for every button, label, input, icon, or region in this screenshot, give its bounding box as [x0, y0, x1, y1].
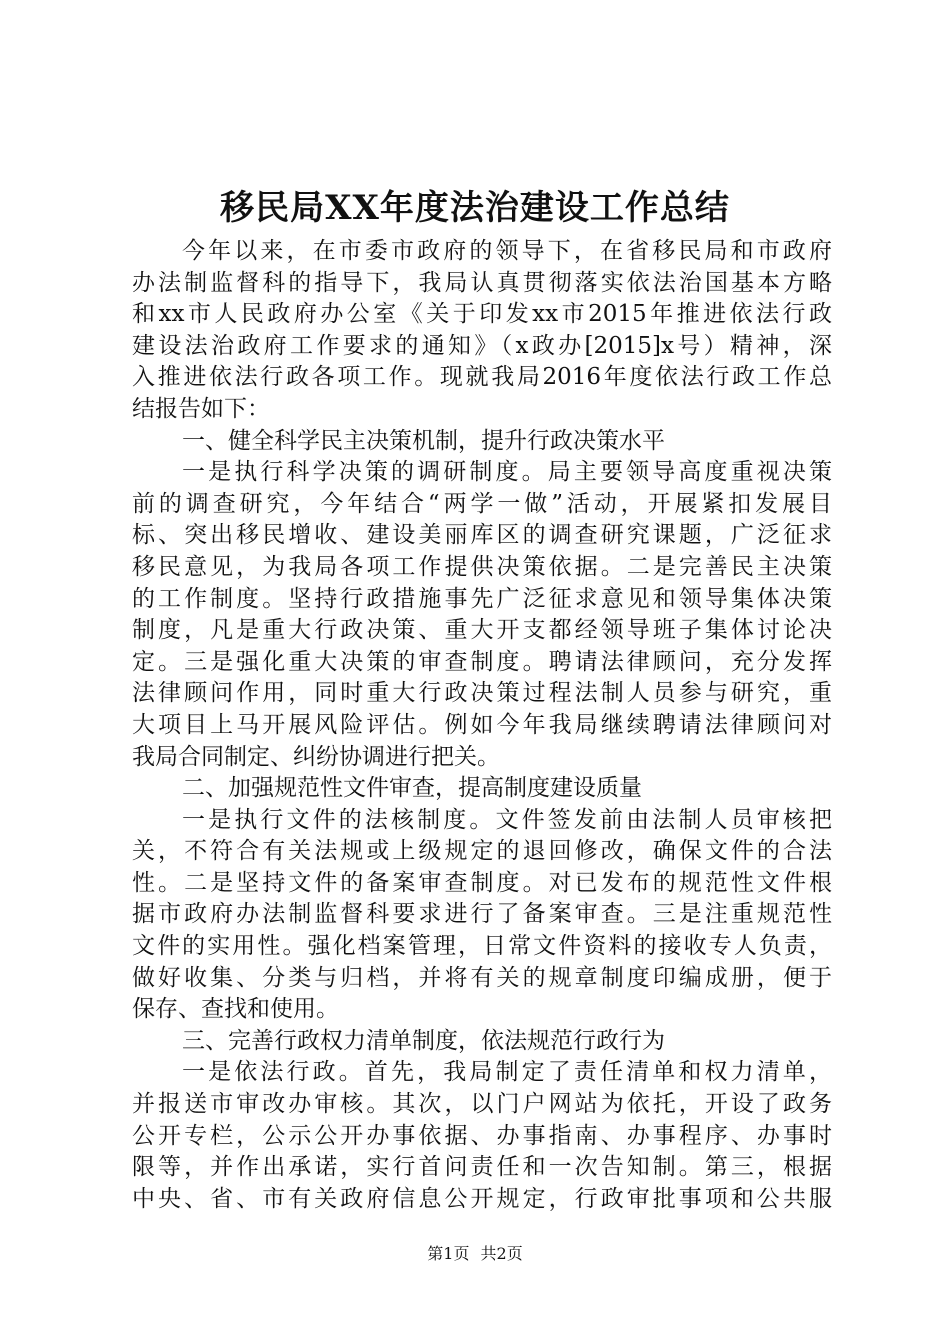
- text-line: 文件的实用性。强化档案管理，日常文件资料的接收专人负责，: [132, 933, 832, 960]
- section-heading: 二、加强规范性文件审查，提高制度建设质量: [182, 775, 642, 802]
- text-line: 今年以来，在市委市政府的领导下，在省移民局和市政府: [182, 238, 832, 264]
- page-total: 共2页: [480, 1244, 523, 1263]
- page-number: 第1页: [427, 1244, 470, 1263]
- text-line: 保存、查找和使用。: [132, 996, 339, 1023]
- text-line: 一是执行科学决策的调研制度。局主要领导高度重视决策: [182, 459, 832, 486]
- text-line: 做好收集、分类与归档，并将有关的规章制度印编成册，便于: [132, 964, 832, 991]
- text-line: 定。三是强化重大决策的审查制度。聘请法律顾问，充分发挥: [132, 648, 832, 675]
- text-line: 关，不符合有关法规或上级规定的退回修改，确保文件的合法: [132, 838, 832, 865]
- text-line: 据市政府办法制监督科要求进行了备案审查。三是注重规范性: [132, 901, 832, 928]
- text-line: 标、突出移民增收、建设美丽库区的调查研究课题，广泛征求: [132, 522, 832, 549]
- text-line: 公开专栏，公示公开办事依据、办事指南、办事程序、办事时: [132, 1122, 832, 1149]
- text-line: 并报送市审改办审核。其次，以门户网站为依托，开设了政务: [132, 1091, 832, 1118]
- text-line: 移民意见，为我局各项工作提供决策依据。二是完善民主决策: [132, 553, 832, 580]
- section-heading: 一、健全科学民主决策机制，提升行政决策水平: [182, 427, 665, 454]
- text-line: 法律顾问作用，同时重大行政决策过程法制人员参与研究，重: [132, 680, 832, 707]
- section-heading: 三、完善行政权力清单制度，依法规范行政行为: [182, 1027, 665, 1054]
- page-footer: [0, 1244, 950, 1264]
- text-line: 一是依法行政。首先，我局制定了责任清单和权力清单，: [182, 1059, 832, 1086]
- text-line: 和xx市人民政府办公室《关于印发xx市2015年推进依法行政: [132, 301, 832, 328]
- text-line: 入推进依法行政各项工作。现就我局2016年度依法行政工作总: [132, 364, 832, 391]
- text-line: 中央、省、市有关政府信息公开规定，行政审批事项和公共服: [132, 1185, 832, 1212]
- document-body: [132, 236, 832, 1215]
- text-line: 办法制监督科的指导下，我局认真贯彻落实依法治国基本方略: [132, 269, 832, 296]
- text-line: 大项目上马开展风险评估。例如今年我局继续聘请法律顾问对: [132, 711, 832, 738]
- text-line: 建设法治政府工作要求的通知》（x政办[2015]x号）精神，深: [132, 332, 832, 359]
- text-line: 一是执行文件的法核制度。文件签发前由法制人员审核把: [182, 806, 832, 833]
- text-line: 性。二是坚持文件的备案审查制度。对已发布的规范性文件根: [132, 869, 832, 896]
- text-line: 限等，并作出承诺，实行首问责任和一次告知制。第三，根据: [132, 1154, 832, 1181]
- document-title: 移民局XX年度法治建设工作总结: [220, 188, 730, 228]
- text-line: 制度，凡是重大行政决策、重大开支都经领导班子集体讨论决: [132, 617, 832, 644]
- text-line: 结报告如下：: [132, 395, 270, 422]
- text-line: 前的调查研究，今年结合“两学一做”活动，开展紧扣发展目: [132, 490, 832, 517]
- text-line: 我局合同制定、纠纷协调进行把关。: [132, 743, 500, 770]
- text-line: 的工作制度。坚持行政措施事先广泛征求意见和领导集体决策: [132, 585, 832, 612]
